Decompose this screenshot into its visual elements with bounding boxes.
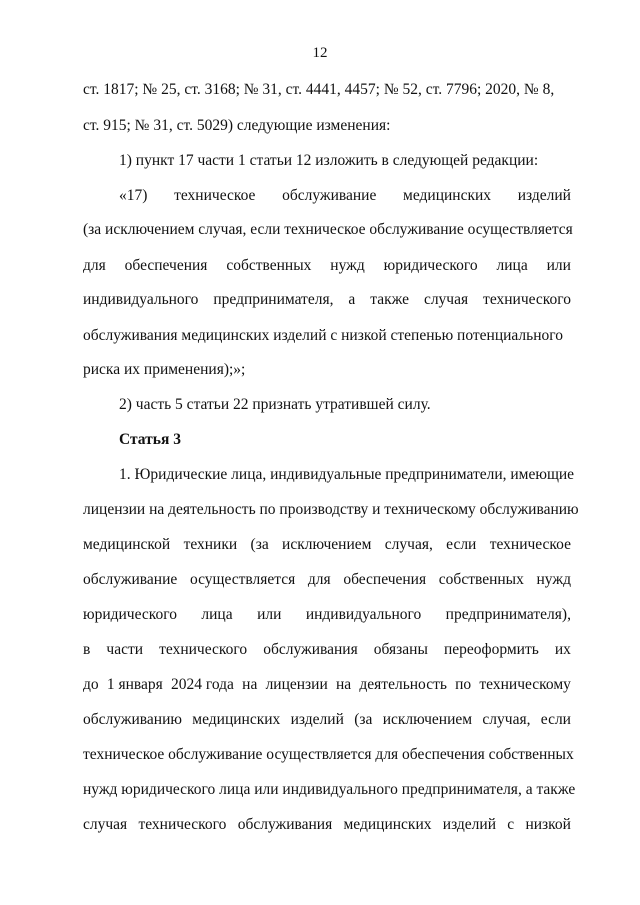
word: юридического (83, 606, 177, 623)
list-item-2: 2) часть 5 статьи 22 признать утратившей силу. (119, 396, 431, 413)
word: медицинских (192, 711, 281, 728)
word: случая, (482, 711, 531, 728)
word: случая (83, 816, 128, 833)
word: на (336, 676, 352, 693)
word: медицинской (83, 536, 171, 553)
word: предпринимателя, (213, 291, 334, 308)
word: также (370, 291, 409, 308)
article-para-line-9: техническое обслуживание осуществляется для обеспечения собственных (83, 746, 574, 763)
article-para-line-10: нужд юридического лица или индивидуального предпринимателя, а также (83, 781, 576, 798)
quoted-line-1 (119, 186, 571, 206)
list-item-1: 1) пункт 17 части 1 статьи 12 изложить в следующей редакции: (119, 152, 539, 169)
word: изделий (442, 816, 497, 833)
word: индивидуального (83, 291, 199, 308)
word: медицинских (403, 187, 492, 204)
quoted-line-4 (83, 290, 571, 310)
word: (за (354, 711, 373, 728)
article-para-line-1: 1. Юридические лица, индивидуальные предприниматели, имеющие (119, 466, 575, 483)
word: обслуживания (237, 816, 333, 833)
word: с (507, 816, 515, 833)
article-para-line-2: лицензии на деятельность по производству и техническому обслуживанию (83, 501, 579, 518)
word: обязаны (373, 641, 428, 658)
quoted-line-5: обслуживания медицинских изделий с низкой степенью потенциального (83, 327, 563, 344)
word: нужд (536, 571, 571, 588)
word: обслуживания (263, 641, 358, 658)
word: технического (138, 816, 227, 833)
quoted-line-3 (83, 256, 571, 276)
quoted-line-6: риска их применения);»; (83, 361, 246, 378)
word: части (106, 641, 144, 658)
word: нужд (330, 257, 365, 274)
article-para-line-6 (83, 640, 571, 660)
article-heading: Статья 3 (119, 431, 181, 448)
word: их (554, 641, 571, 658)
quoted-line-2: (за исключением случая, если техническое обслуживание осуществляется (83, 221, 573, 238)
word: собственных (438, 571, 524, 588)
word: или (546, 257, 571, 274)
word: изделий (290, 711, 344, 728)
article-para-line-4 (83, 570, 571, 590)
word: техническое (174, 187, 256, 204)
word: собственных (226, 257, 312, 274)
word: техническое (489, 536, 571, 553)
word: если (446, 536, 477, 553)
word: по (455, 676, 472, 693)
word: если (540, 711, 571, 728)
article-para-line-3 (83, 535, 571, 555)
word: предпринимателя), (445, 606, 571, 623)
word: а (348, 291, 356, 308)
word: изделий (517, 187, 571, 204)
word: лицензии (265, 676, 328, 693)
word: техническому (479, 676, 571, 693)
word: переоформить (443, 641, 539, 658)
word: обслуживание (282, 187, 377, 204)
word: обслуживание (83, 571, 178, 588)
word: до (83, 676, 99, 693)
text-line-2: ст. 915; № 31, ст. 5029) следующие изменения: (83, 117, 391, 134)
word: обслуживанию (83, 711, 182, 728)
word: обеспечения (343, 571, 427, 588)
page-number: 12 (312, 45, 328, 61)
article-para-line-8 (83, 710, 571, 730)
word: лица (496, 257, 528, 274)
word: деятельность (359, 676, 447, 693)
word: технического (159, 641, 248, 658)
word: «17) (119, 187, 148, 204)
word: лица (201, 606, 233, 623)
word: низкой (525, 816, 571, 833)
article-para-line-5 (83, 605, 571, 625)
word: для (83, 257, 106, 274)
word: осуществляется (189, 571, 296, 588)
word: или (257, 606, 282, 623)
word: технического (483, 291, 571, 308)
word: исключением (382, 711, 473, 728)
word: (за (250, 536, 269, 553)
text-line-1: ст. 1817; № 25, ст. 3168; № 31, ст. 4441, 4457; № 52, ст. 7796; 2020, № 8, (83, 81, 555, 98)
article-para-line-7 (83, 675, 571, 695)
word: техники (183, 536, 238, 553)
word: индивидуального (305, 606, 422, 623)
word: случая, (384, 536, 433, 553)
word: юридического (383, 257, 478, 274)
word: 1 января (106, 676, 163, 693)
article-para-line-11 (83, 815, 571, 835)
word: случая (423, 291, 469, 308)
word: в (83, 641, 91, 658)
word: обеспечения (124, 257, 208, 274)
word: медицинских (343, 816, 432, 833)
word: на (242, 676, 258, 693)
word: исключением (282, 536, 372, 553)
word: для (307, 571, 331, 588)
word: 2024 года (171, 676, 234, 693)
